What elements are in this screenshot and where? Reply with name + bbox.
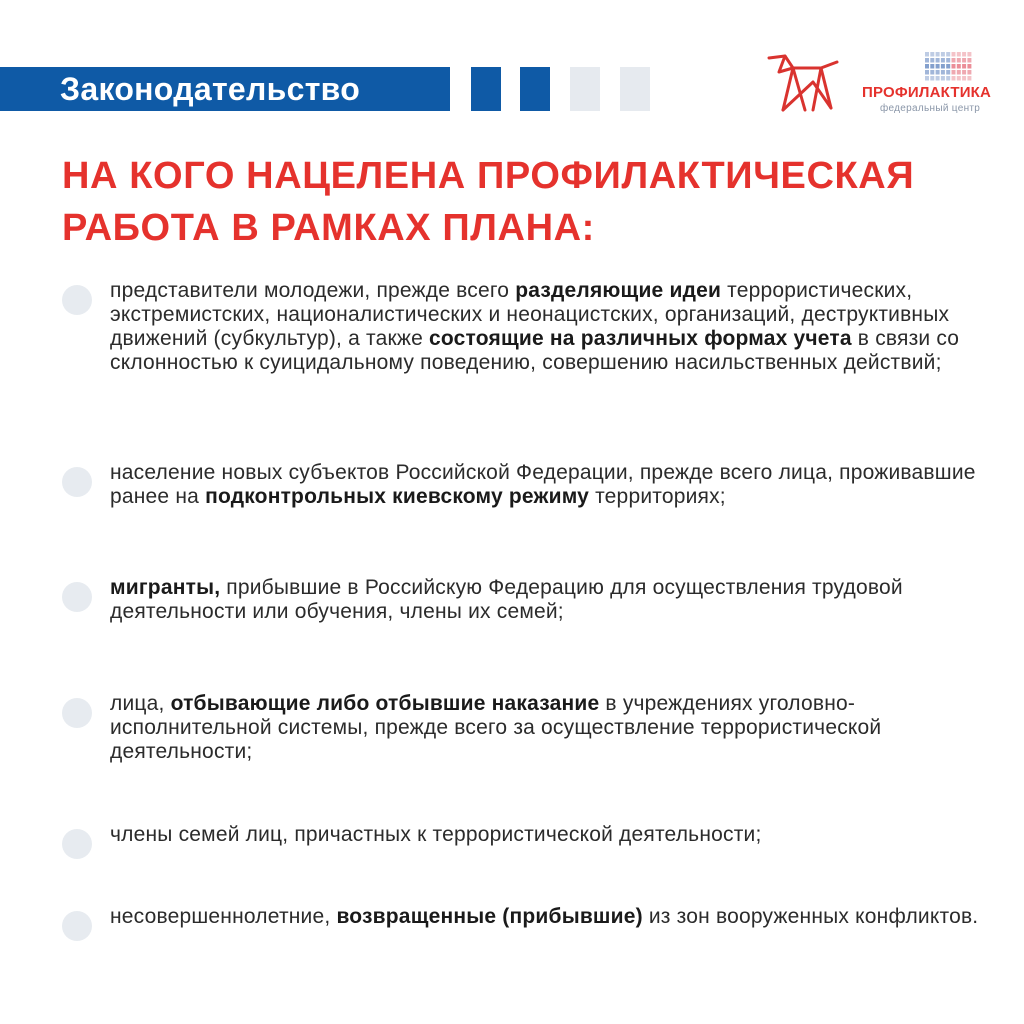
- bullet-circle-icon: [62, 467, 92, 497]
- list-item: [62, 461, 1002, 509]
- list-item: [62, 823, 1002, 847]
- logo-grid-icon: [925, 52, 973, 82]
- bullet-circle-icon: [62, 829, 92, 859]
- decor-block: [471, 67, 501, 111]
- list-item: [62, 576, 1002, 624]
- page-title-line: НА КОГО НАЦЕЛЕНА ПРОФИЛАКТИЧЕСКАЯ: [62, 155, 915, 197]
- decor-block: [570, 67, 600, 111]
- bullet-circle-icon: [62, 698, 92, 728]
- list-item-text: представители молодежи, прежде всего разделяющие идеи террористических, экстремистских, националистических и неонацистских, организаций, деструктивных движений (субкультур), а также состоящие на различных формах учета в связи со склонностью к суицидальному поведению, совершению насильственных действий;: [110, 279, 960, 374]
- bullet-circle-icon: [62, 911, 92, 941]
- bullet-circle-icon: [62, 285, 92, 315]
- bullet-circle-icon: [62, 582, 92, 612]
- list-item-text: мигранты, прибывшие в Российскую Федерацию для осуществления трудовой деятельности или обучения, члены их семей;: [110, 576, 903, 623]
- horse-outline-icon: [765, 50, 841, 114]
- decor-block: [520, 67, 550, 111]
- list-item: [62, 692, 1002, 764]
- list-item-text: члены семей лиц, причастных к террористической деятельности;: [110, 823, 762, 846]
- list-item-text: лица, отбывающие либо отбывшие наказание в учреждениях уголовно-исполнительной системы, прежде всего за осуществление террористической деятельности;: [110, 692, 882, 763]
- logo-name: ПРОФИЛАКТИКА: [862, 84, 992, 101]
- page-title-line: РАБОТА В РАМКАХ ПЛАНА:: [62, 207, 595, 249]
- list-item: [62, 905, 1002, 929]
- list-item-text: население новых субъектов Российской Федерации, прежде всего лица, проживавшие ранее на подконтрольных киевскому режиму территориях;: [110, 461, 976, 508]
- decor-block: [620, 67, 650, 111]
- list-item-text: несовершеннолетние, возвращенные (прибывшие) из зон вооруженных конфликтов.: [110, 905, 979, 928]
- logo-subtitle: федеральный центр: [880, 103, 981, 114]
- list-item: [62, 279, 1002, 375]
- page-title: [62, 150, 982, 254]
- section-title: Законодательство: [60, 71, 361, 107]
